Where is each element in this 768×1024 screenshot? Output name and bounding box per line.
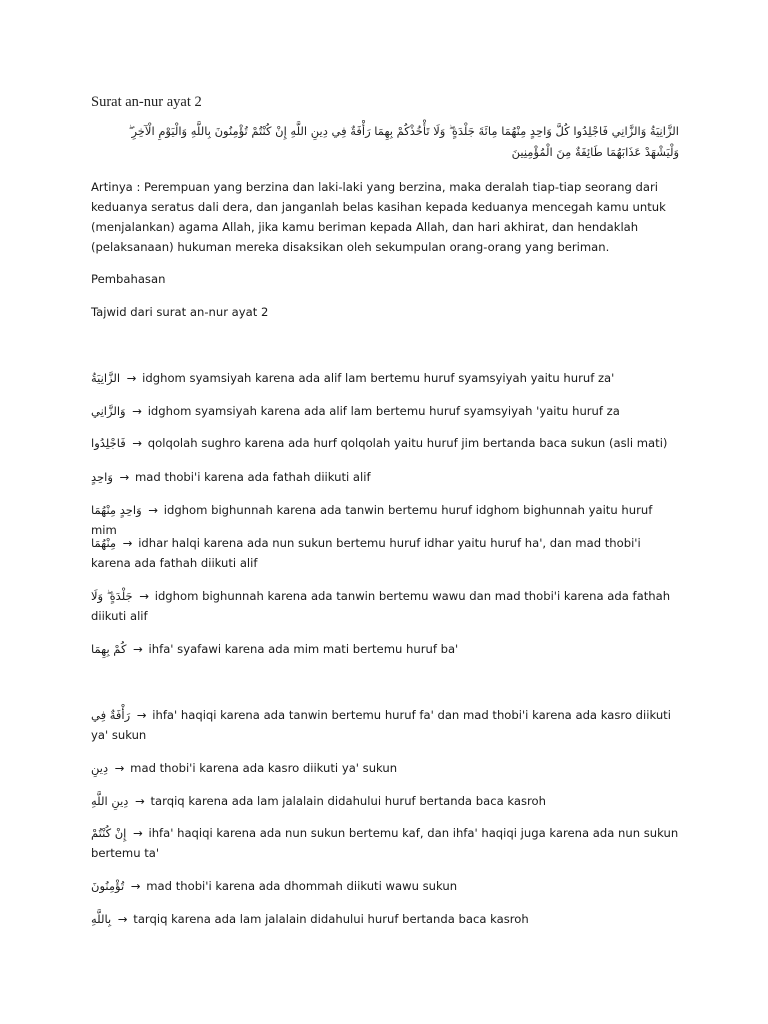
rule-explanation: mad thobi'i karena ada fathah diikuti alif	[135, 470, 371, 484]
rule-arabic-word: دِينِ اللَّهِ	[91, 794, 129, 808]
arrow-icon: →	[126, 371, 137, 385]
rule-explanation: idhar halqi karena ada nun sukun bertemu huruf idhar yaitu huruf ha', dan mad thobi'i karena ada fathah diikuti alif	[91, 536, 641, 570]
rule-arabic-word: الزَّانِيَةُ	[91, 371, 121, 385]
tajwid-rule	[91, 909, 681, 929]
artinya-paragraph: Artinya : Perempuan yang berzina dan laki-laki yang berzina, maka deralah tiap-tiap seorang dari keduanya seratus dali dera, dan janganlah belas kasihan kepada keduanya mencegah kamu untuk (menjalankan) agama Allah, jika kamu beriman kepada Allah, dan hari akhirat, dan hendaklah (pelaksanaan) hukuman mereka disaksikan oleh sekumpulan orang-orang yang beriman.	[91, 180, 666, 254]
rule-arabic-word: إِنْ كُنْتُمْ	[91, 826, 127, 840]
tajwid-rule	[91, 401, 681, 421]
rule-arabic-word: كُمْ بِهِمَا	[91, 642, 127, 656]
document-title: Surat an-nur ayat 2	[91, 94, 202, 110]
tajwid-rule	[91, 533, 681, 573]
tajwid-rule	[91, 467, 681, 487]
rule-explanation: mad thobi'i karena ada kasro diikuti ya' sukun	[130, 761, 398, 775]
arrow-icon: →	[135, 794, 145, 808]
arrow-icon: →	[130, 879, 141, 893]
pembahasan-heading: Pembahasan	[91, 272, 166, 286]
rule-arabic-word: وَاحِدٍ مِنْهُمَا	[91, 503, 142, 517]
tajwid-rule	[91, 639, 681, 659]
rule-explanation: tarqiq karena ada lam jalalain didahului huruf bertanda baca kasroh	[150, 794, 546, 808]
rule-arabic-word: مِنْهُمَا	[91, 536, 117, 550]
arrow-icon: →	[139, 589, 150, 603]
arrow-icon: →	[132, 404, 142, 418]
tajwid-rule	[91, 368, 681, 388]
rule-explanation: mad thobi'i karena ada dhommah diikuti wawu sukun	[146, 879, 458, 893]
rule-arabic-word: وَالزَّانِي	[91, 404, 126, 418]
tajwid-rule	[91, 876, 681, 896]
tajwid-rule	[91, 586, 681, 626]
arrow-icon: →	[148, 503, 159, 517]
tajwid-heading: Tajwid dari surat an-nur ayat 2	[91, 305, 269, 319]
rule-arabic-word: دِينِ	[91, 761, 109, 775]
arrow-icon: →	[114, 761, 125, 775]
tajwid-rule	[91, 705, 681, 745]
rule-explanation: idghom bighunnah karena ada tanwin bertemu huruf idghom bighunnah yaitu huruf mim	[91, 503, 653, 537]
rule-explanation: ihfa' haqiqi karena ada tanwin bertemu huruf fa' dan mad thobi'i karena ada kasro diikuti ya' sukun	[91, 708, 671, 742]
rule-explanation: tarqiq karena ada lam jalalain didahului huruf bertanda baca kasroh	[133, 912, 529, 926]
rule-explanation: idghom syamsiyah karena ada alif lam bertemu huruf syamsyiyah yaitu huruf za'	[142, 371, 615, 385]
arrow-icon: →	[132, 436, 143, 450]
rule-arabic-word: جَلْدَةٍ ۖ وَلَا	[91, 589, 133, 603]
rule-arabic-word: بِاللَّهِ	[91, 912, 112, 926]
arrow-icon: →	[133, 826, 143, 840]
rule-explanation: idghom bighunnah karena ada tanwin bertemu wawu dan mad thobi'i karena ada fathah diikuti alif	[91, 589, 671, 623]
rule-arabic-word: رَأْفَةٌ فِي	[91, 708, 131, 722]
ayat-arabic-text: الزَّانِيَةُ وَالزَّانِي فَاجْلِدُوا كُلَّ وَاحِدٍ مِنْهُمَا مِائَةَ جَلْدَةٍ ۖ وَلَا تَأْخُذْكُمْ بِهِمَا رَأْفَةٌ فِي دِينِ اللَّهِ إِنْ كُنْتُمْ تُؤْمِنُونَ بِاللَّهِ وَالْيَوْمِ الْآخِرِ ۖ وَلْيَشْهَدْ عَذَابَهُمَا طَائِفَةٌ مِنَ الْمُؤْمِنِينَ	[128, 124, 679, 159]
rule-arabic-word: تُؤْمِنُونَ	[91, 879, 125, 893]
rule-explanation: qolqolah sughro karena ada hurf qolqolah yaitu huruf jim bertanda baca sukun (asli mati)	[147, 436, 668, 450]
tajwid-rule	[91, 758, 681, 778]
rule-explanation: ihfa' haqiqi karena ada nun sukun bertemu kaf, dan ihfa' haqiqi juga karena ada nun sukun bertemu ta'	[91, 826, 679, 860]
arrow-icon: →	[122, 536, 133, 550]
rule-arabic-word: وَاحِدٍ	[91, 470, 113, 484]
rule-arabic-word: فَاجْلِدُوا	[91, 436, 126, 450]
arrow-icon: →	[136, 708, 147, 722]
arrow-icon: →	[119, 470, 130, 484]
arrow-icon: →	[133, 642, 143, 656]
tajwid-rule	[91, 433, 681, 453]
rule-explanation: ihfa' syafawi karena ada mim mati bertemu huruf ba'	[148, 642, 459, 656]
tajwid-rule	[91, 791, 681, 811]
arrow-icon: →	[117, 912, 128, 926]
tajwid-rule	[91, 823, 681, 863]
rule-explanation: idghom syamsiyah karena ada alif lam bertemu huruf syamsyiyah 'yaitu huruf za	[147, 404, 620, 418]
